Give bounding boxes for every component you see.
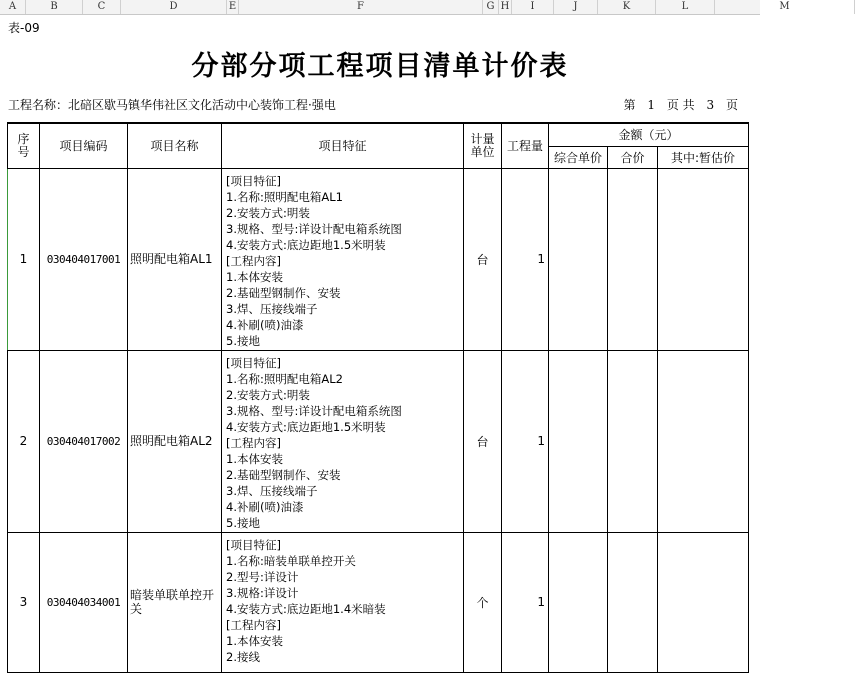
header-qty: 工程量 <box>502 123 549 168</box>
bill-table-wrap <box>7 122 749 673</box>
column-header[interactable]: B <box>26 0 83 14</box>
row-total <box>608 532 658 672</box>
row-estimate <box>658 350 749 532</box>
row-unit: 个 <box>464 532 502 672</box>
row-features <box>222 350 464 532</box>
row-code: 030404034001 <box>40 532 128 672</box>
column-header[interactable]: J <box>554 0 598 14</box>
column-header[interactable]: I <box>512 0 554 14</box>
feature-line: 3.规格、型号:详设计配电箱系统图 <box>226 221 402 236</box>
table-row <box>8 350 749 532</box>
row-features <box>222 168 464 350</box>
header-seq: 序号 <box>8 123 40 168</box>
row-qty: 1 <box>502 350 549 532</box>
feature-line: 4.补刷(喷)油漆 <box>226 499 304 514</box>
page-total: 3 <box>706 98 715 112</box>
feature-line: 1.名称:照明配电箱AL2 <box>226 371 343 386</box>
row-seq: 1 <box>8 168 40 350</box>
header-unit-price: 综合单价 <box>549 146 608 168</box>
column-header-bar <box>0 0 790 15</box>
page-info <box>616 96 738 113</box>
header-amount: 金额（元） <box>549 123 749 146</box>
row-unit: 台 <box>464 168 502 350</box>
feature-line: 5.接地 <box>226 515 260 530</box>
feature-line: 2.安装方式:明装 <box>226 205 310 220</box>
row-code: 030404017002 <box>40 350 128 532</box>
row-unit-price <box>549 168 608 350</box>
column-header[interactable]: H <box>499 0 512 14</box>
feature-line: [工程内容] <box>226 435 281 450</box>
feature-line: 4.安装方式:底边距地1.5米明装 <box>226 237 386 252</box>
sheet-code: 表-09 <box>8 21 40 35</box>
row-seq: 2 <box>8 350 40 532</box>
row-name: 照明配电箱AL2 <box>128 350 222 532</box>
row-name: 暗装单联单控开关 <box>128 532 222 672</box>
row-unit-price <box>549 532 608 672</box>
row-qty: 1 <box>502 168 549 350</box>
row-total <box>608 168 658 350</box>
page-current: 1 <box>647 98 656 112</box>
column-header[interactable]: F <box>239 0 483 14</box>
feature-line: [工程内容] <box>226 253 281 268</box>
feature-line: [项目特征] <box>226 537 281 552</box>
column-header[interactable]: A <box>0 0 26 14</box>
column-header[interactable]: C <box>83 0 121 14</box>
column-header[interactable]: E <box>227 0 239 14</box>
feature-line: 2.基础型钢制作、安装 <box>226 467 341 482</box>
feature-line: [项目特征] <box>226 355 281 370</box>
feature-line: 1.本体安装 <box>226 633 283 648</box>
table-row <box>8 532 749 672</box>
row-estimate <box>658 532 749 672</box>
project-name: 工程名称：北碚区歇马镇华伟社区文化活动中心装饰工程·强电 <box>8 98 336 112</box>
feature-line: 5.接地 <box>226 333 260 348</box>
feature-line: 1.本体安装 <box>226 269 283 284</box>
column-header[interactable]: D <box>121 0 227 14</box>
page-prefix: 第 <box>623 98 636 112</box>
feature-line: 3.规格:详设计 <box>226 585 299 600</box>
column-header[interactable]: K <box>598 0 656 14</box>
feature-line: 2.型号:详设计 <box>226 569 299 584</box>
feature-line: 1.名称:照明配电箱AL1 <box>226 189 343 204</box>
header-code: 项目编码 <box>40 123 128 168</box>
feature-line: 2.基础型钢制作、安装 <box>226 285 341 300</box>
row-features <box>222 532 464 672</box>
row-name: 照明配电箱AL1 <box>128 168 222 350</box>
row-code: 030404017001 <box>40 168 128 350</box>
row-unit: 台 <box>464 350 502 532</box>
header-name: 项目名称 <box>128 123 222 168</box>
page-middle: 页 共 <box>666 98 695 112</box>
row-unit-price <box>549 350 608 532</box>
page-suffix: 页 <box>725 98 738 112</box>
feature-line: 1.本体安装 <box>226 451 283 466</box>
feature-line: 2.接线 <box>226 649 260 664</box>
feature-line: [工程内容] <box>226 617 281 632</box>
feature-line: 3.规格、型号:详设计配电箱系统图 <box>226 403 402 418</box>
header-unit: 计量单位 <box>464 123 502 168</box>
feature-line: 3.焊、压接线端子 <box>226 301 318 316</box>
feature-line: 4.安装方式:底边距地1.5米明装 <box>226 419 386 434</box>
header-estimate: 其中:暂估价 <box>658 146 749 168</box>
feature-line: 4.安装方式:底边距地1.4米暗装 <box>226 601 386 616</box>
column-header[interactable]: L <box>656 0 715 14</box>
column-header[interactable]: G <box>483 0 499 14</box>
row-seq: 3 <box>8 532 40 672</box>
row-estimate <box>658 168 749 350</box>
header-feature: 项目特征 <box>222 123 464 168</box>
feature-line: [项目特征] <box>226 173 281 188</box>
header-total: 合价 <box>608 146 658 168</box>
page-title: 分部分项工程项目清单计价表 <box>191 51 569 82</box>
feature-line: 4.补刷(喷)油漆 <box>226 317 304 332</box>
feature-line: 1.名称:暗装单联单控开关 <box>226 553 356 568</box>
bill-table <box>7 122 749 673</box>
feature-line: 3.焊、压接线端子 <box>226 483 318 498</box>
row-total <box>608 350 658 532</box>
row-qty: 1 <box>502 532 549 672</box>
feature-line: 2.安装方式:明装 <box>226 387 310 402</box>
table-row <box>8 168 749 350</box>
column-header[interactable]: M <box>715 0 855 14</box>
